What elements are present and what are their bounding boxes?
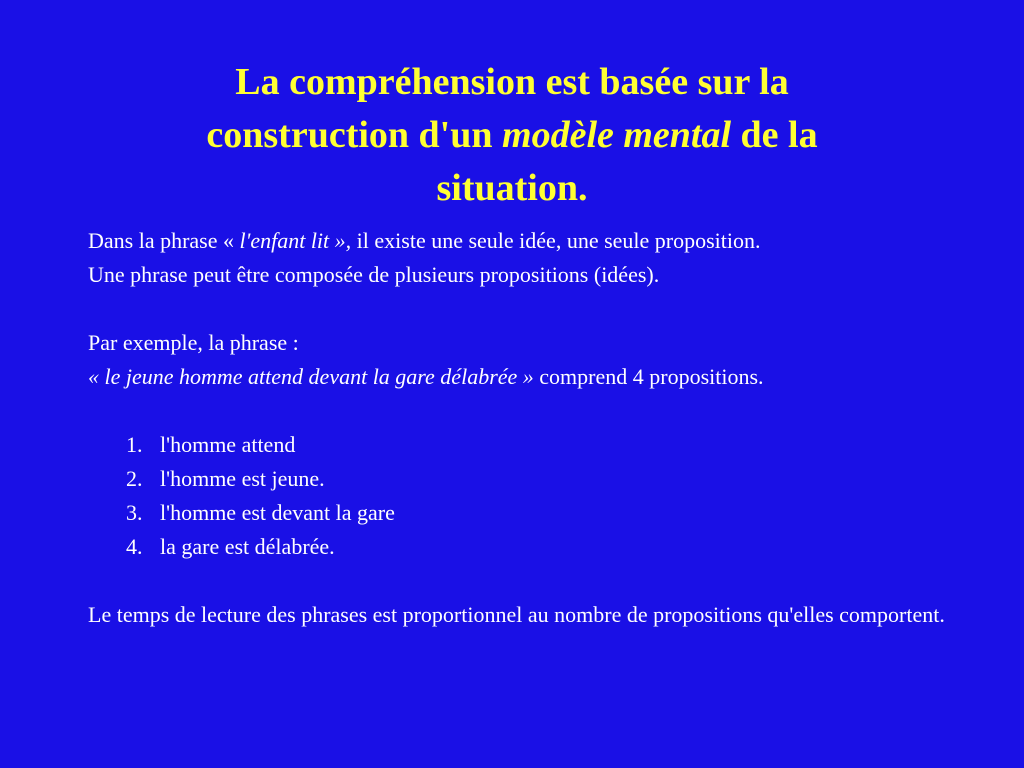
list-item xyxy=(88,496,988,530)
list-item xyxy=(88,530,988,564)
example-sentence-quote: « le jeune homme attend devant la gare délabrée » xyxy=(88,364,534,389)
title-emphasis: modèle mental xyxy=(502,114,732,156)
title-line-2-end: de la xyxy=(731,114,818,156)
paragraph-multiple-propositions: Une phrase peut être composée de plusieurs propositions (idées). xyxy=(88,262,660,287)
list-item-text: l'homme attend xyxy=(160,432,296,457)
example-sentence-end: comprend 4 propositions. xyxy=(533,364,764,389)
title-line-2 xyxy=(0,109,1024,162)
paragraph-1-start: Dans la phrase « xyxy=(88,228,240,253)
paragraph-example-single xyxy=(88,224,988,258)
paragraph-1-quote: l'enfant lit », xyxy=(239,228,352,253)
list-item-text: l'homme est devant la gare xyxy=(160,500,395,525)
list-item-number: 1. xyxy=(126,432,143,457)
paragraph-example-sentence xyxy=(88,360,988,394)
slide-body xyxy=(88,224,988,632)
list-item-number: 3. xyxy=(126,500,143,525)
title-line-1: La compréhension est basée sur la xyxy=(235,61,789,103)
list-item xyxy=(88,462,988,496)
list-item-number: 4. xyxy=(126,534,143,559)
list-item-text: la gare est délabrée. xyxy=(160,534,335,559)
list-item xyxy=(88,428,988,462)
list-item-text: l'homme est jeune. xyxy=(160,466,325,491)
spacer xyxy=(88,564,988,598)
paragraph-1-end: il existe une seule idée, une seule proposition. xyxy=(351,228,761,253)
paragraph-example-intro: Par exemple, la phrase : xyxy=(88,330,299,355)
title-line-3: situation. xyxy=(436,167,588,209)
list-item-number: 2. xyxy=(126,466,143,491)
title-line-2-start: construction d'un xyxy=(206,114,503,156)
spacer xyxy=(88,292,988,326)
spacer xyxy=(88,394,988,428)
slide-title xyxy=(0,56,1024,215)
paragraph-reading-time: Le temps de lecture des phrases est proportionnel au nombre de propositions qu'elles comportent. xyxy=(88,602,945,627)
